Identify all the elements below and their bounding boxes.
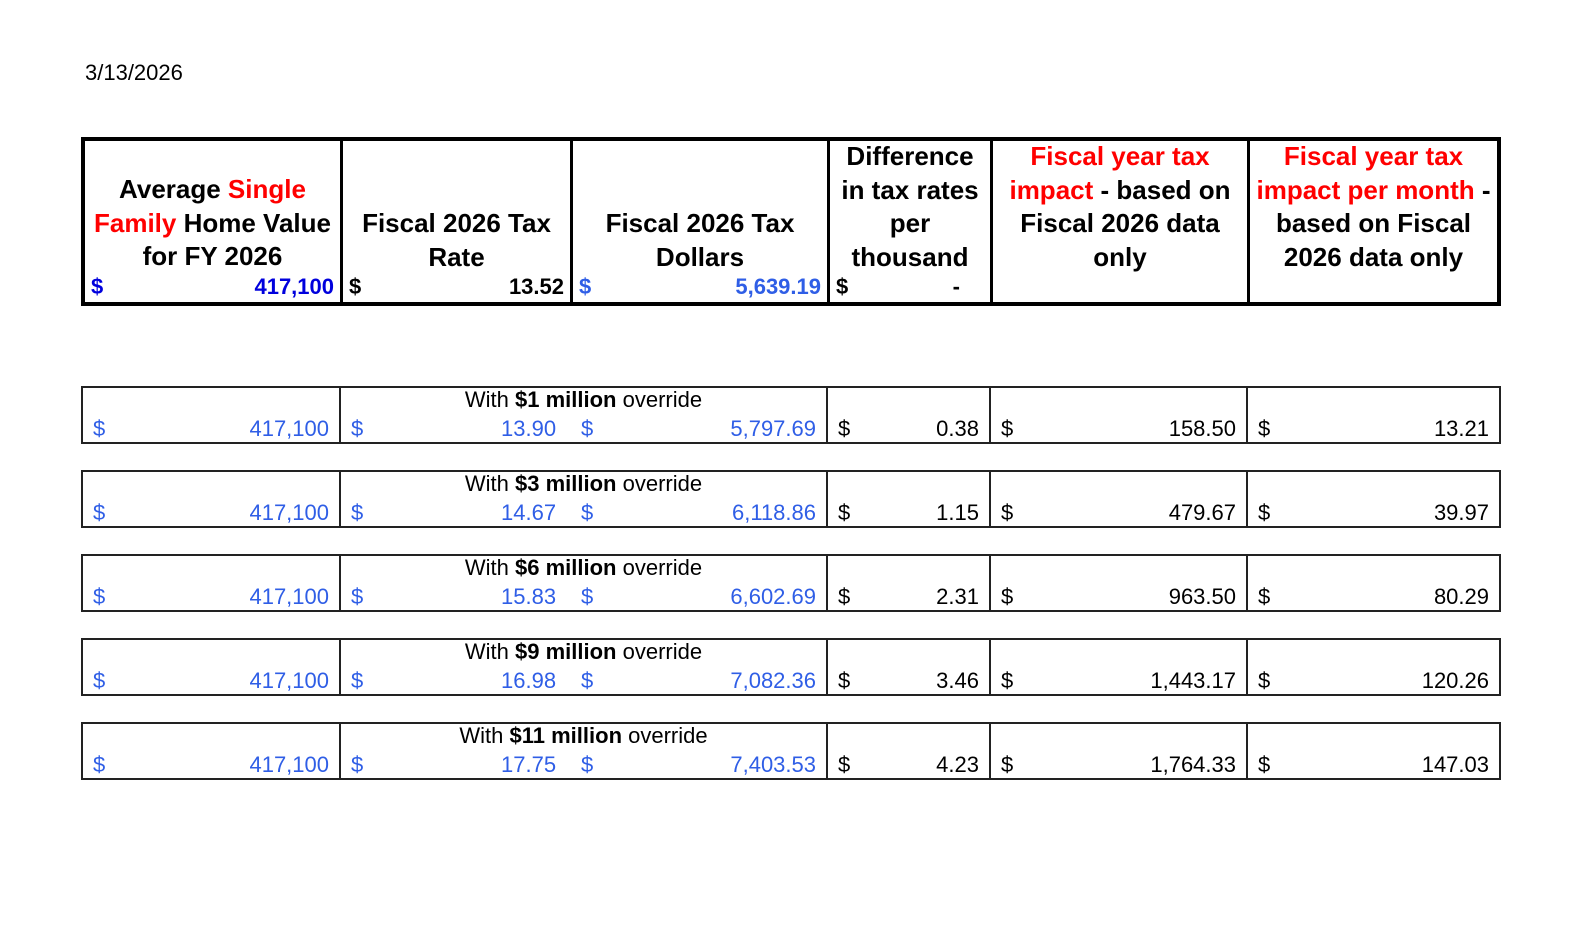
fiscal-impact: 158.50 [1168, 416, 1236, 441]
header-monthly-impact: Fiscal year tax impact per month - based on Fiscal 2026 data only [1256, 141, 1491, 272]
header-rate-difference-amount: $ - [836, 274, 960, 299]
row-rate-and-dollars [341, 388, 828, 442]
currency-symbol: $ [351, 416, 364, 441]
header-tax-rate-amount: $ 13.52 [349, 274, 564, 299]
home-value: 417,100 [249, 584, 329, 609]
currency-symbol: $ [351, 668, 364, 693]
monthly-impact: 39.97 [1433, 500, 1489, 525]
override-row [81, 554, 1501, 612]
tax-rate: 14.67 [501, 500, 557, 525]
home-value: 417,100 [249, 752, 329, 777]
currency-symbol: $ [581, 500, 594, 525]
monthly-impact: 120.26 [1421, 668, 1489, 693]
row-home-value [83, 640, 341, 694]
rate-difference: 4.23 [936, 752, 979, 777]
row-rate-and-dollars [341, 724, 828, 778]
currency-symbol: $ [93, 668, 106, 693]
row-fiscal-impact [991, 724, 1248, 778]
monthly-impact: 80.29 [1433, 584, 1489, 609]
override-row [81, 470, 1501, 528]
currency-symbol: $ [581, 584, 594, 609]
row-rate-difference [828, 640, 991, 694]
header-tax-dollars-amount: $ 5,639.19 [579, 274, 821, 299]
header-tax-dollars: Fiscal 2026 Tax Dollars $ 5,639.19 [573, 141, 830, 302]
row-monthly-impact [1248, 724, 1499, 778]
home-value: 417,100 [249, 668, 329, 693]
currency-symbol: $ [838, 500, 851, 525]
row-fiscal-impact [991, 472, 1248, 526]
tax-rate: 15.83 [501, 584, 557, 609]
row-rate-and-dollars [341, 472, 828, 526]
currency-symbol: $ [351, 584, 364, 609]
tax-dollars: 6,602.69 [730, 584, 816, 609]
currency-symbol: $ [93, 500, 106, 525]
header-rate-difference: Difference in tax rates per thousand $ - [830, 141, 993, 302]
currency-symbol: $ [93, 416, 106, 441]
tax-dollars: 5,797.69 [730, 416, 816, 441]
override-row [81, 638, 1501, 696]
currency-symbol: $ [838, 668, 851, 693]
currency-symbol: $ [838, 752, 851, 777]
override-row [81, 386, 1501, 444]
row-rate-difference [828, 724, 991, 778]
currency-symbol: $ [1258, 500, 1271, 525]
override-caption: With $1 million override [464, 387, 703, 412]
row-fiscal-impact [991, 640, 1248, 694]
report-date: 3/13/2026 [85, 60, 183, 85]
currency-symbol: $ [1001, 500, 1014, 525]
override-caption: With $9 million override [464, 639, 703, 664]
tax-dollars: 6,118.86 [731, 500, 816, 525]
currency-symbol: $ [1001, 416, 1014, 441]
row-home-value [83, 724, 341, 778]
currency-symbol: $ [1258, 752, 1271, 777]
override-caption: With $3 million override [464, 471, 703, 496]
override-caption: With $11 million override [459, 723, 708, 748]
rate-difference: 0.38 [936, 416, 979, 441]
currency-symbol: $ [581, 416, 594, 441]
row-monthly-impact [1248, 388, 1499, 442]
row-rate-difference [828, 556, 991, 610]
fiscal-impact: 479.67 [1168, 500, 1236, 525]
currency-symbol: $ [838, 416, 851, 441]
currency-symbol: $ [1001, 668, 1014, 693]
header-fiscal-impact: Fiscal year tax impact - based on Fiscal 2026 data only [993, 141, 1250, 302]
home-value: 417,100 [249, 416, 329, 441]
fiscal-impact: 1,443.17 [1150, 668, 1236, 693]
row-home-value [83, 556, 341, 610]
currency-symbol: $ [838, 584, 851, 609]
currency-symbol: $ [1001, 752, 1014, 777]
home-value: 417,100 [249, 500, 329, 525]
currency-symbol: $ [93, 752, 106, 777]
row-rate-difference [828, 472, 991, 526]
monthly-impact: 13.21 [1433, 416, 1489, 441]
currency-symbol: $ [351, 752, 364, 777]
row-fiscal-impact [991, 556, 1248, 610]
tax-rate: 17.75 [501, 752, 557, 777]
currency-symbol: $ [93, 584, 106, 609]
rate-difference: 1.15 [936, 500, 979, 525]
currency-symbol: $ [581, 752, 594, 777]
header-home-value: Average Single Family Home Value for FY 2026 $ 417,100 [85, 141, 343, 302]
row-monthly-impact [1248, 556, 1499, 610]
rate-difference: 2.31 [936, 584, 979, 609]
row-rate-and-dollars [341, 640, 828, 694]
override-row [81, 722, 1501, 780]
fiscal-impact: 1,764.33 [1150, 752, 1236, 777]
row-monthly-impact [1248, 472, 1499, 526]
monthly-impact: 147.03 [1421, 752, 1489, 777]
row-home-value [83, 388, 341, 442]
currency-symbol: $ [351, 500, 364, 525]
row-fiscal-impact [991, 388, 1248, 442]
currency-symbol: $ [1258, 416, 1271, 441]
header-tax-rate: Fiscal 2026 Tax Rate $ 13.52 [343, 141, 573, 302]
currency-symbol: $ [581, 668, 594, 693]
header-table [81, 137, 1501, 306]
currency-symbol: $ [1258, 584, 1271, 609]
row-home-value [83, 472, 341, 526]
currency-symbol: $ [1258, 668, 1271, 693]
header-home-value-amount: $ 417,100 [91, 274, 334, 299]
currency-symbol: $ [1001, 584, 1014, 609]
row-monthly-impact [1248, 640, 1499, 694]
row-rate-and-dollars [341, 556, 828, 610]
tax-rate: 13.90 [501, 416, 557, 441]
tax-dollars: 7,403.53 [730, 752, 816, 777]
row-rate-difference [828, 388, 991, 442]
fiscal-impact: 963.50 [1168, 584, 1236, 609]
rate-difference: 3.46 [936, 668, 979, 693]
tax-rate: 16.98 [501, 668, 557, 693]
tax-dollars: 7,082.36 [730, 668, 816, 693]
override-caption: With $6 million override [464, 555, 703, 580]
